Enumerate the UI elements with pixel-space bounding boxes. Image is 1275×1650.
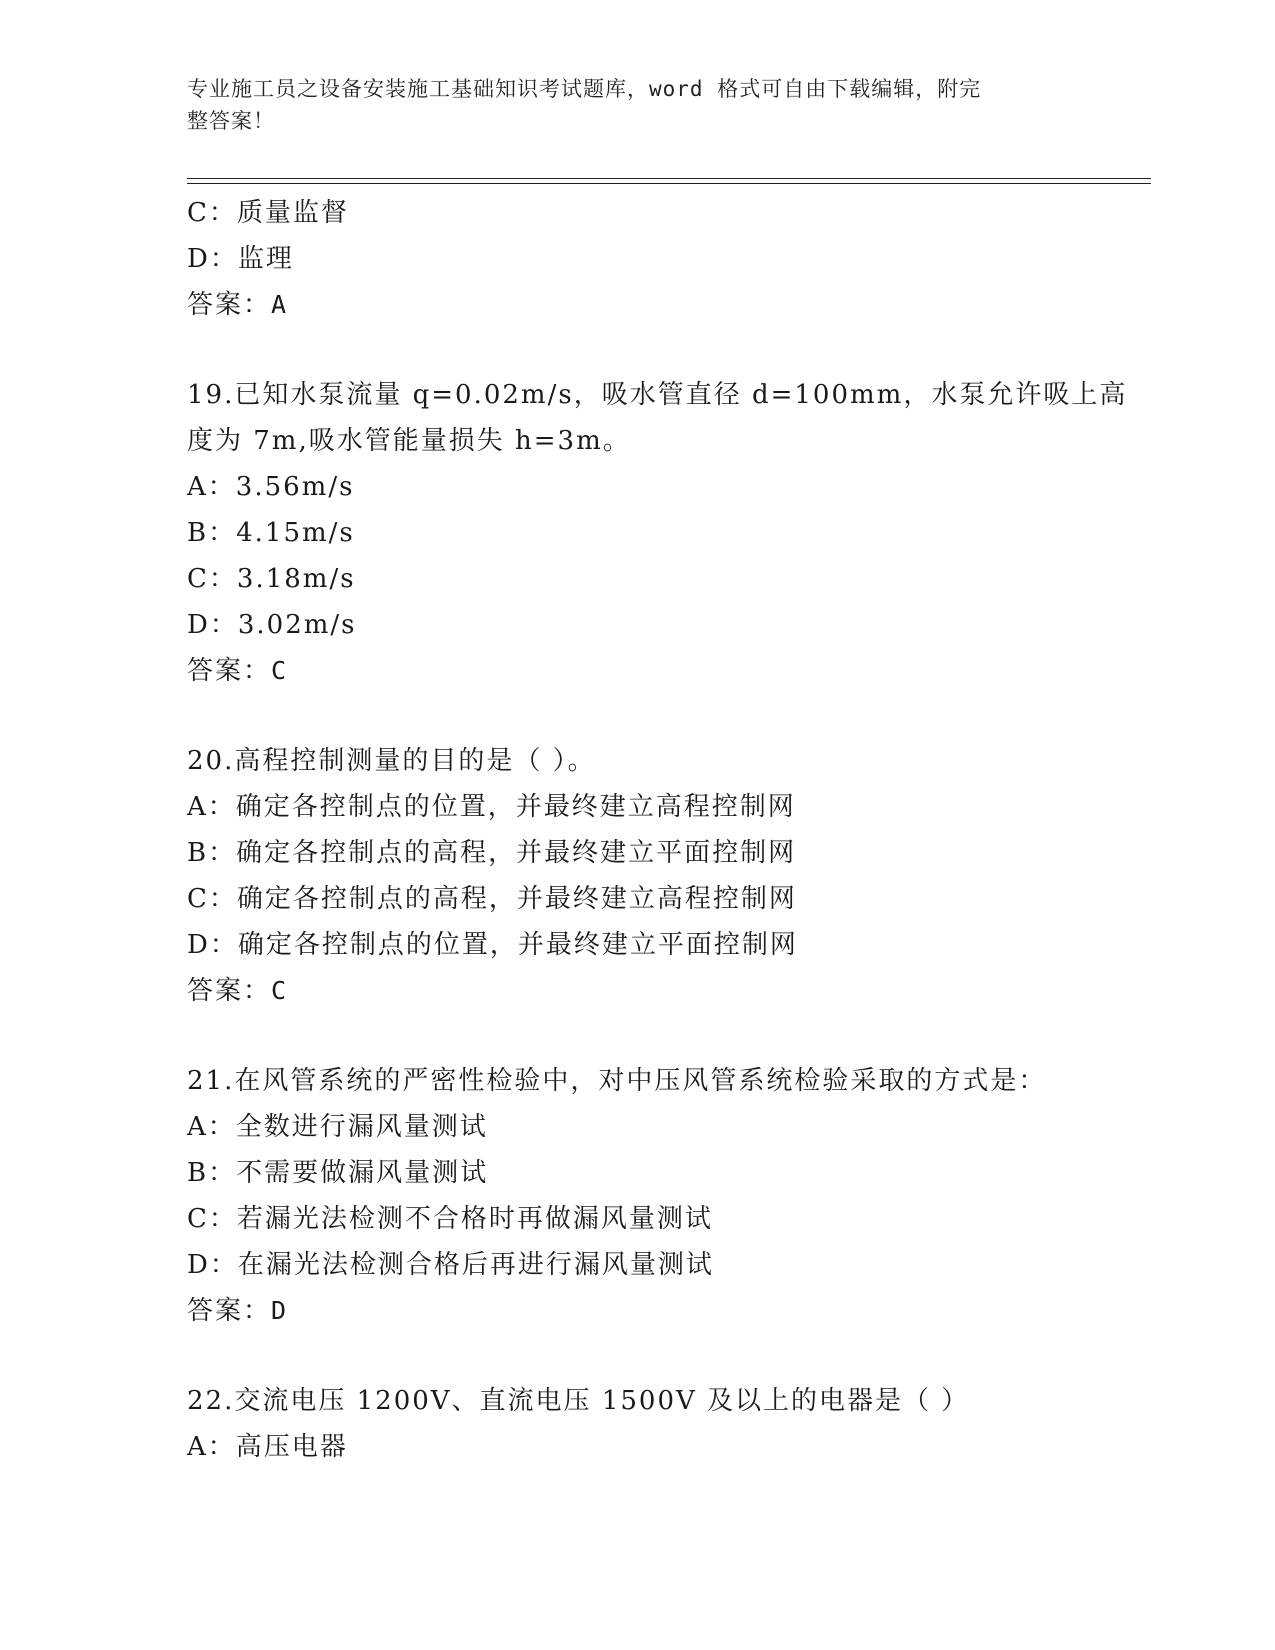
header-divider-top (187, 178, 1151, 179)
answer-label: 答案： (187, 1296, 272, 1326)
option-key: C： (187, 1204, 237, 1234)
header-divider-bottom (187, 183, 1151, 184)
option-line (187, 236, 1147, 282)
answer-label: 答案： (187, 656, 272, 686)
header-line-1: 专业施工员之设备安装施工基础知识考试题库，word 格式可自由下载编辑，附完 (187, 77, 982, 101)
header-line-2: 整答案！ (187, 109, 275, 133)
option-text: 若漏光法检测不合格时再做漏风量测试 (236, 1204, 713, 1234)
option-key: D： (187, 610, 238, 640)
option-line (187, 556, 1147, 602)
option-text: 高压电器 (235, 1432, 348, 1462)
option-key: C： (187, 564, 237, 594)
option-text: 3.18m/s (236, 564, 356, 594)
option-text: 4.15m/s (236, 518, 355, 548)
option-line (187, 1242, 1147, 1288)
option-key: D： (187, 930, 238, 960)
option-text: 确定各控制点的高程，并最终建立平面控制网 (236, 838, 797, 868)
answer-value: C (271, 656, 288, 685)
option-line (187, 1196, 1147, 1242)
option-line (187, 190, 1147, 236)
answer-label: 答案： (187, 976, 272, 1006)
question-stem: 22.交流电压 1200V、直流电压 1500V 及以上的电器是（ ） (187, 1386, 970, 1416)
option-key: B： (187, 1158, 237, 1188)
answer-label: 答案： (187, 290, 272, 320)
option-line (187, 464, 1147, 510)
answer-line (187, 1288, 1147, 1334)
option-line (187, 830, 1147, 876)
option-line (187, 922, 1147, 968)
answer-value: C (271, 976, 288, 1005)
question-stem: 度为 7m,吸水管能量损失 h=3m。 (187, 426, 631, 456)
option-text: 确定各控制点的位置，并最终建立平面控制网 (237, 930, 798, 960)
option-text: 不需要做漏风量测试 (236, 1158, 489, 1188)
question-stem: 20.高程控制测量的目的是（ ）。 (187, 746, 596, 776)
option-key: C： (187, 198, 237, 228)
option-line (187, 1104, 1147, 1150)
option-key: D： (187, 1250, 238, 1280)
question-stem: 21.在风管系统的严密性检验中，对中压风管系统检验采取的方式是： (187, 1066, 1047, 1096)
answer-line (187, 282, 1147, 328)
option-text: 监理 (237, 244, 294, 274)
option-key: A： (187, 472, 236, 502)
option-text: 确定各控制点的高程，并最终建立高程控制网 (236, 884, 797, 914)
option-text: 质量监督 (236, 198, 349, 228)
option-text: 确定各控制点的位置，并最终建立高程控制网 (235, 792, 796, 822)
option-line (187, 784, 1147, 830)
option-text: 全数进行漏风量测试 (235, 1112, 488, 1142)
question-list (187, 190, 1147, 1470)
option-key: D： (187, 244, 238, 274)
question-21 (187, 1058, 1147, 1334)
option-key: A： (187, 792, 236, 822)
option-line (187, 1424, 1147, 1470)
answer-line (187, 968, 1147, 1014)
answer-value: A (271, 290, 288, 319)
question-stem: 19.已知水泵流量 q=0.02m/s，吸水管直径 d=100mm，水泵允许吸上高 (187, 380, 1128, 410)
question-22 (187, 1378, 1147, 1470)
answer-value: D (271, 1296, 288, 1325)
option-text: 3.56m/s (235, 472, 355, 502)
continued-question (187, 190, 1147, 328)
answer-line (187, 648, 1147, 694)
option-key: A： (187, 1432, 236, 1462)
option-key: B： (187, 518, 237, 548)
question-20 (187, 738, 1147, 1014)
option-text: 在漏光法检测合格后再进行漏风量测试 (237, 1250, 714, 1280)
document-header (187, 73, 1067, 137)
option-text: 3.02m/s (237, 610, 357, 640)
option-key: B： (187, 838, 237, 868)
question-19 (187, 372, 1147, 694)
option-line (187, 510, 1147, 556)
option-line (187, 1150, 1147, 1196)
option-line (187, 876, 1147, 922)
option-line (187, 602, 1147, 648)
option-key: C： (187, 884, 237, 914)
option-key: A： (187, 1112, 236, 1142)
